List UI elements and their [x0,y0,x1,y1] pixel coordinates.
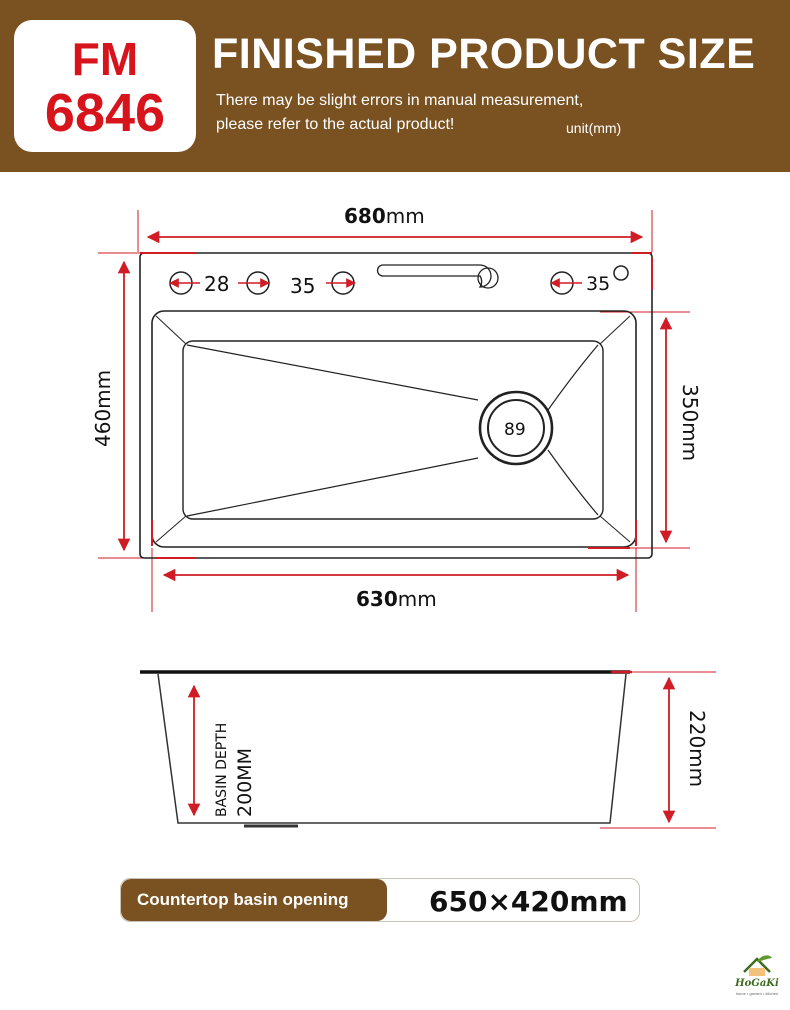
measurement-note-line2: please refer to the actual product! [216,116,455,133]
hole-spacing-35-left: 35 [290,274,316,298]
model-badge [14,20,196,152]
unit-label: unit(mm) [566,120,622,136]
countertop-opening-bar [120,878,640,922]
header-banner [0,0,790,172]
countertop-label: Countertop basin opening [137,890,349,909]
faucet-holes [170,266,628,294]
hole-spacing-35-right: 35 [586,273,611,295]
house-leaf-icon [730,950,784,980]
side-view [140,672,716,828]
model-prefix: FM [71,33,139,85]
brand-name: HoGaKi [735,978,779,989]
sink-outline [140,253,652,558]
top-view [91,204,702,612]
sink-dimension-drawing [0,172,790,862]
page-title: FINISHED PRODUCT SIZE [212,30,756,78]
basin-depth-value: 200MM [234,747,256,817]
measurement-note-line1: There may be slight errors in manual measurement, [216,92,584,109]
overall-width-label: 680mm [344,204,425,228]
corner-marks [140,253,652,558]
basin-depth-caption: BASIN DEPTH [214,722,230,817]
model-number: 6846 [44,83,166,143]
brand-logo [730,950,784,1000]
drain-diameter-label: 89 [504,420,526,440]
countertop-value: 650×420mm [429,885,628,918]
total-height-label: 220mm [685,710,709,788]
extension-lines [98,210,690,612]
basin-depth-label: 350mm [678,384,702,462]
overall-depth-label: 460mm [91,369,115,447]
brand-tagline: home • garden • kitchen [735,991,779,996]
hole-spacing-28: 28 [204,272,230,296]
basin-width-label: 630mm [356,587,437,611]
countertop-label-box [121,879,387,921]
